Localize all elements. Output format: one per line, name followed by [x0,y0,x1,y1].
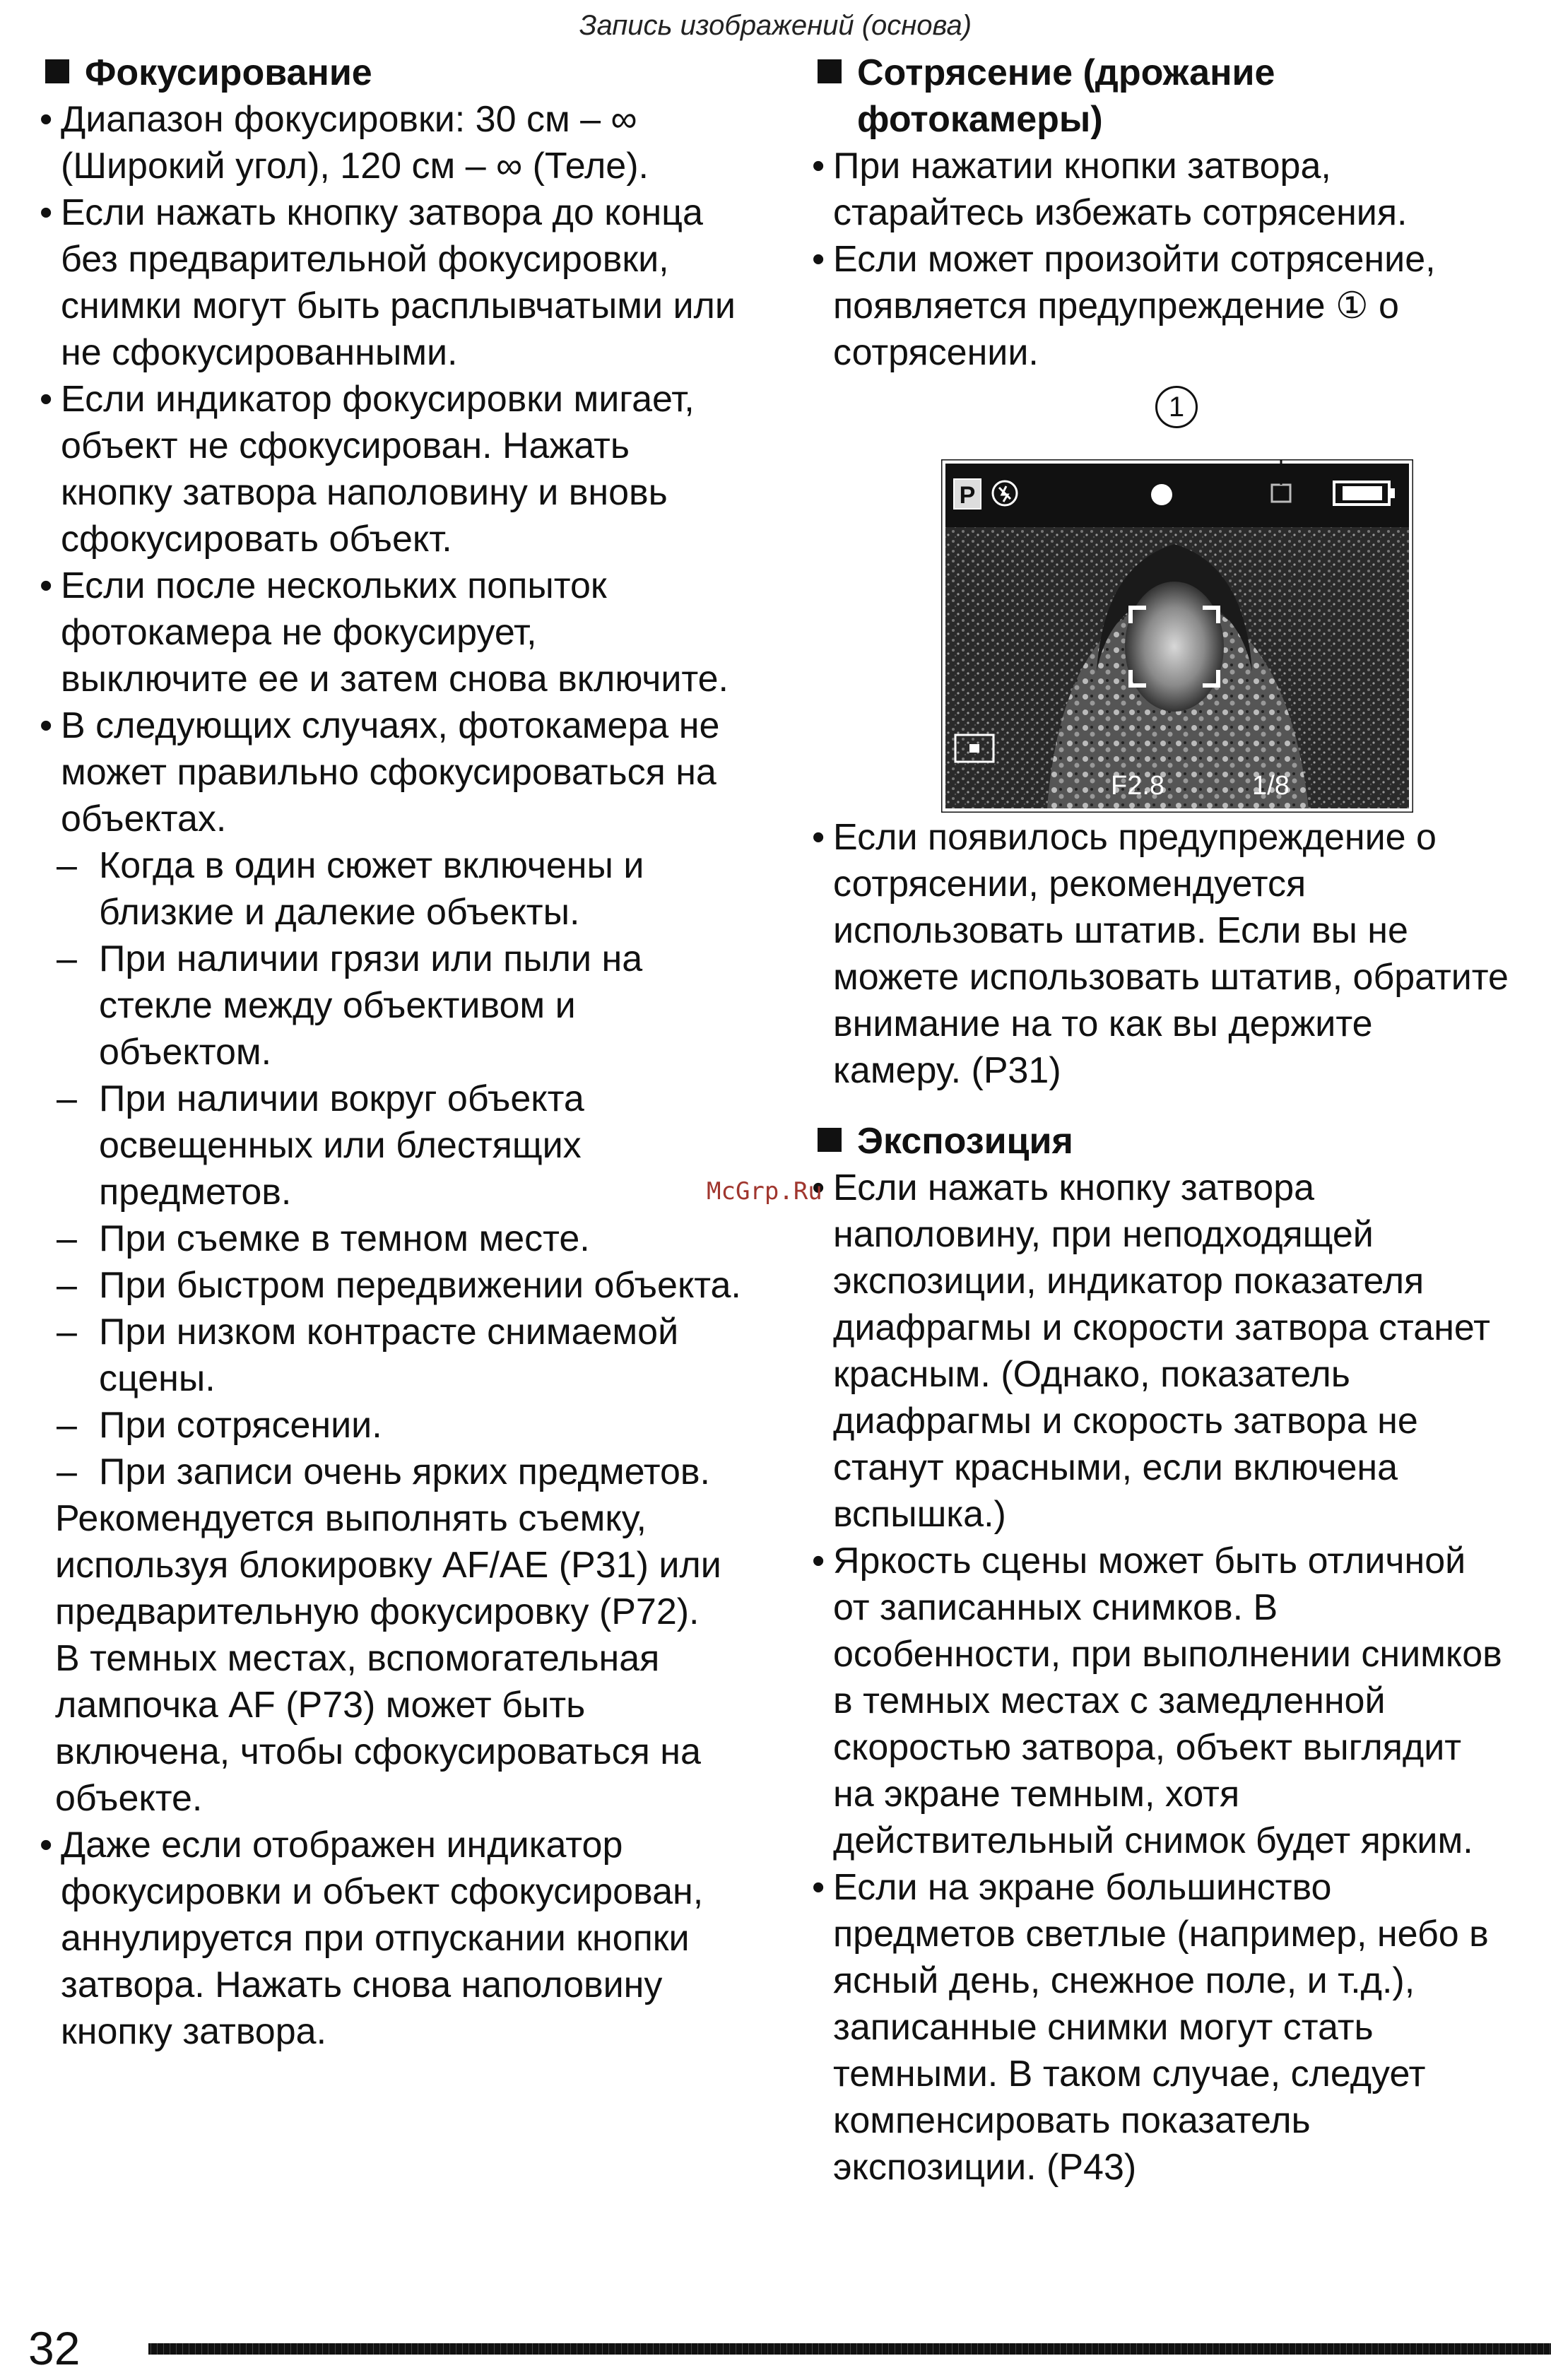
section-heading-exposure [816,1118,1537,1165]
text-line: записанные снимки могут стать [833,2007,1374,2048]
focus-indicator-icon [1151,484,1172,505]
text-line: (Широкий угол), 120 см – ∞ (Теле). [61,146,649,187]
text-line: используя блокировку AF/AE (P31) или [55,1545,721,1586]
list-item: – При съемке в темном месте. [44,1215,779,1262]
list-item: • В следующих случаях, фотокамера не [44,702,779,749]
list-item: • Даже если отображен индикатор [44,1822,779,1868]
text-line: объект не сфокусирован. Нажать [61,425,630,466]
shake-advice-text-block [816,814,1537,1094]
text-line: объекте. [55,1778,203,1819]
text-line: Рекомендуется выполнять съемку, [55,1498,647,1539]
text-line: фокусировки и объект сфокусирован, [61,1871,704,1912]
watermark: McGrp.Ru [707,1177,822,1206]
list-item: • Если появилось предупреждение о [816,814,1537,861]
text-line: включена, чтобы сфокусироваться на [55,1731,701,1772]
section-heading-focus [44,49,779,96]
text-line: близкие и далекие объекты. [99,892,580,933]
text-line: кнопку затвора. [61,2011,327,2052]
list-item: – При низком контрасте снимаемой [44,1309,779,1355]
text-line: старайтесь избежать сотрясения. [833,192,1408,233]
text-line: от записанных снимков. В [833,1587,1278,1628]
text-line: снимки могут быть расплывчатыми или [61,285,736,326]
text-line: темными. В таком случае, следует [833,2054,1426,2095]
text-line: не сфокусированными. [61,332,458,373]
list-item: • Если на экране большинство [816,1864,1537,1911]
text-line: станут красными, если включена [833,1447,1398,1488]
text-line: кнопку затвора наполовину и вновь [61,472,668,513]
text-line: экспозиции, индикатор показателя [833,1261,1425,1302]
text-line: наполовину, при неподходящей [833,1214,1374,1255]
battery-tip [1389,488,1395,498]
text-line: сотрясении, рекомендуется [833,864,1307,905]
text-line: скоростью затвора, объект выглядит [833,1727,1462,1768]
text-line: объектах. [61,799,227,840]
section-heading-line: фотокамеры) [857,99,1103,140]
list-item: • Если после нескольких попыток [44,562,779,609]
text-line: стекле между объективом и [99,985,576,1026]
text-line: освещенных или блестящих [99,1125,582,1166]
section-heading-text: Экспозиция [857,1121,1073,1162]
right-column [816,49,1537,2191]
text-line: красным. (Однако, показатель [833,1354,1350,1395]
text-line: на экране темным, хотя [833,1774,1240,1815]
list-item: • Если нажать кнопку затвора [816,1165,1537,1211]
list-item: • Если индикатор фокусировки мигает, [44,376,779,423]
text-line: диафрагмы и скорости затвора станет [833,1307,1490,1348]
text-line: внимание на то как вы держите [833,1003,1373,1044]
text-line: объектом. [99,1032,272,1073]
camera-lcd-photo [941,459,1413,813]
subject-face [1125,582,1224,712]
square-bullet-icon [818,1128,842,1152]
text-line: особенности, при выполнении снимков [833,1634,1502,1675]
text-line: затвора. Нажать снова наполовину [61,1964,663,2005]
text-line: аннулируется при отпускании кнопки [61,1918,690,1959]
aperture-value: F2.8 [1111,771,1165,801]
footer-rule [148,2343,1551,2355]
page-number: 32 [28,2322,81,2374]
section-heading-shake [816,49,1537,143]
metering-mode-icon-center [969,744,979,753]
text-line: действительный снимок будет ярким. [833,1820,1473,1861]
shutter-speed-value: 1/8 [1252,771,1290,801]
left-column [44,49,779,2055]
section-heading-text: Фокусирование [85,52,372,93]
text-line: без предварительной фокусировки, [61,239,669,280]
list-item: • Яркость сцены может быть отличной [816,1538,1537,1584]
section-heading-line: Сотрясение (дрожание [857,52,1275,93]
list-item: – При записи очень ярких предметов. [44,1449,779,1495]
list-item: • Диапазон фокусировки: 30 см – ∞ [44,96,779,143]
shake-text-block [816,143,1537,376]
text-line: сцены. [99,1358,216,1399]
text-line: использовать штатив. Если вы не [833,910,1408,951]
lcd-top-dark [945,464,1409,527]
text-line: предметов. [99,1172,292,1213]
text-line: сфокусировать объект. [61,519,452,560]
text-line: выключите ее и затем снова включите. [61,659,729,700]
text-line: появляется предупреждение ① о [833,285,1399,326]
exposure-text-block [816,1165,1537,2191]
text-line: компенсировать показатель [833,2100,1311,2141]
text-line: камеру. (P31) [833,1050,1061,1091]
text-line: диафрагмы и скорость затвора не [833,1401,1418,1442]
list-item: • При нажатии кнопки затвора, [816,143,1537,189]
camera-screen-figure [816,376,1537,814]
text-line: предварительную фокусировку (P72). [55,1591,700,1632]
text-line: может правильно сфокусироваться на [61,752,716,793]
text-line: фотокамера не фокусирует, [61,612,537,653]
mode-letter: P [959,482,976,509]
text-line: можете использовать штатив, обратите [833,957,1509,998]
text-line: экспозиции. (P43) [833,2147,1137,2188]
list-item: • Если нажать кнопку затвора до конца [44,189,779,236]
battery-level [1343,486,1382,500]
square-bullet-icon [818,59,842,83]
list-item: – При наличии грязи или пыли на [44,936,779,982]
text-line: лампочка AF (P73) может быть [55,1685,586,1726]
text-line: вспышка.) [833,1494,1006,1535]
square-bullet-icon [45,59,69,83]
list-item: – При сотрясении. [44,1402,779,1449]
list-item: – При быстром передвижении объекта. [44,1262,779,1309]
list-item: • Если может произойти сотрясение, [816,236,1537,283]
text-line: предметов светлые (например, небо в [833,1914,1489,1955]
text-line: в темных местах с замедленной [833,1680,1386,1721]
text-line: ясный день, снежное поле, и т.д.), [833,1960,1415,2001]
page-header: Запись изображений (основа) [579,10,972,41]
callout-number: 1 [1155,386,1198,428]
list-item: – При наличии вокруг объекта [44,1076,779,1122]
callout-marker [1141,383,1212,430]
focus-text-block [44,96,779,2055]
text-line: В темных местах, вспомогательная [55,1638,660,1679]
list-item: – Когда в один сюжет включены и [44,842,779,889]
text-line: сотрясении. [833,332,1039,373]
